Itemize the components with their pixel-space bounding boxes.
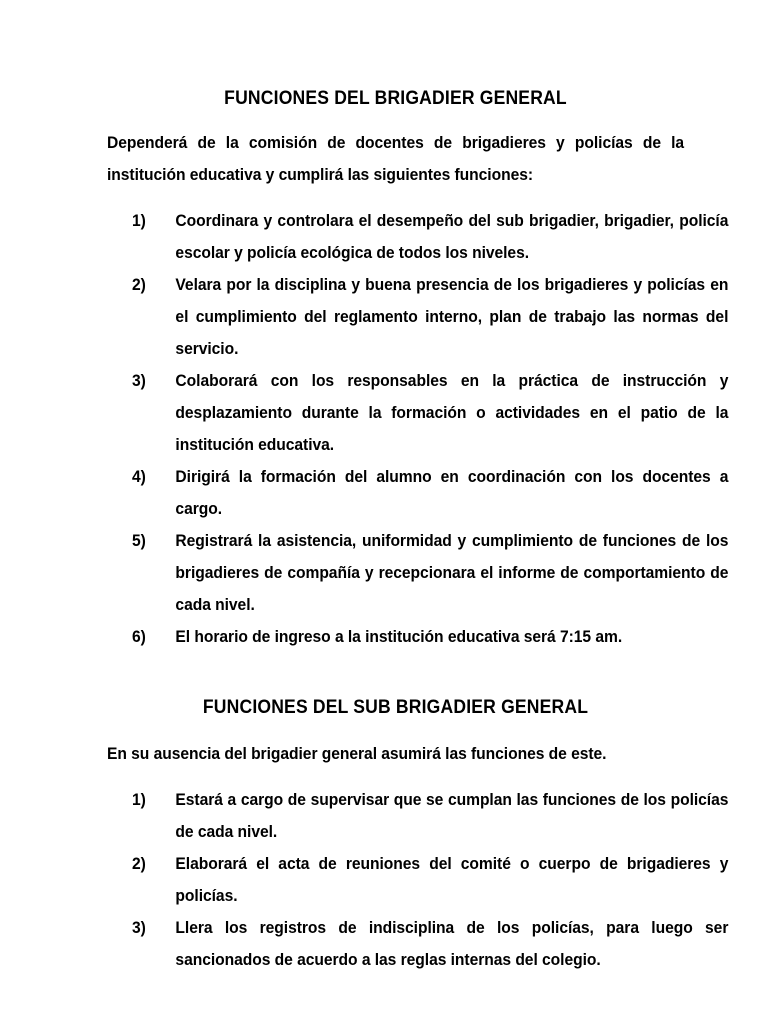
- list-item-marker: 1): [132, 212, 146, 231]
- section-heading-sub-brigadier-general: FUNCIONES DEL SUB BRIGADIER GENERAL: [202, 696, 589, 718]
- list-item: [132, 525, 728, 621]
- list-item-marker: 6): [132, 628, 146, 647]
- list-item-marker: 1): [132, 791, 146, 810]
- list-item-text: El horario de ingreso a la institución educativa será 7:15 am.: [175, 628, 623, 647]
- list-item-marker: 3): [132, 919, 146, 938]
- functions-list-sub-brigadier-general: [107, 784, 729, 976]
- functions-list-brigadier-general: [107, 205, 729, 653]
- list-item: [132, 912, 728, 976]
- list-item-marker: 2): [132, 855, 146, 874]
- list-item-text: Coordinara y controlara el desempeño del sub brigadier, brigadier, policía escolar y policía ecológica de todos los niveles.: [175, 212, 729, 263]
- section-intro-sub-brigadier-general: En su ausencia del brigadier general asumirá las funciones de este.: [107, 745, 607, 764]
- list-item: [132, 621, 728, 653]
- list-item-text: Llera los registros de indisciplina de los policías, para luego ser sancionados de acuerdo a las reglas internas del colegio.: [175, 919, 729, 970]
- list-item: [132, 365, 728, 461]
- list-item: [132, 784, 728, 848]
- section-heading-brigadier-general: FUNCIONES DEL BRIGADIER GENERAL: [224, 87, 567, 109]
- list-item: [132, 848, 728, 912]
- section-brigadier-general: [107, 87, 729, 653]
- list-item-marker: 3): [132, 372, 146, 391]
- list-item-text: Dirigirá la formación del alumno en coordinación con los docentes a cargo.: [175, 468, 729, 519]
- list-item: [132, 269, 728, 365]
- list-item-marker: 2): [132, 276, 146, 295]
- list-item: [132, 205, 728, 269]
- list-item-text: Estará a cargo de supervisar que se cumplan las funciones de los policías de cada nivel.: [175, 791, 729, 842]
- list-item-marker: 5): [132, 532, 146, 551]
- list-item-text: Registrará la asistencia, uniformidad y cumplimiento de funciones de los brigadieres de compañía y recepcionara el informe de comportamiento de cada nivel.: [175, 532, 729, 615]
- list-item-marker: 4): [132, 468, 146, 487]
- list-item: [132, 461, 728, 525]
- list-item-text: Velara por la disciplina y buena presencia de los brigadieres y policías en el cumplimiento del reglamento interno, plan de trabajo las normas del servicio.: [175, 276, 729, 359]
- list-item-text: Colaborará con los responsables en la práctica de instrucción y desplazamiento durante la formación o actividades en el patio de la institución educativa.: [175, 372, 729, 455]
- section-sub-brigadier-general: [107, 696, 729, 976]
- section-intro-brigadier-general: Dependerá de la comisión de docentes de brigadieres y policías de la institución educativa y cumplirá las siguientes funciones:: [107, 134, 685, 185]
- list-item-text: Elaborará el acta de reuniones del comité o cuerpo de brigadieres y policías.: [175, 855, 729, 906]
